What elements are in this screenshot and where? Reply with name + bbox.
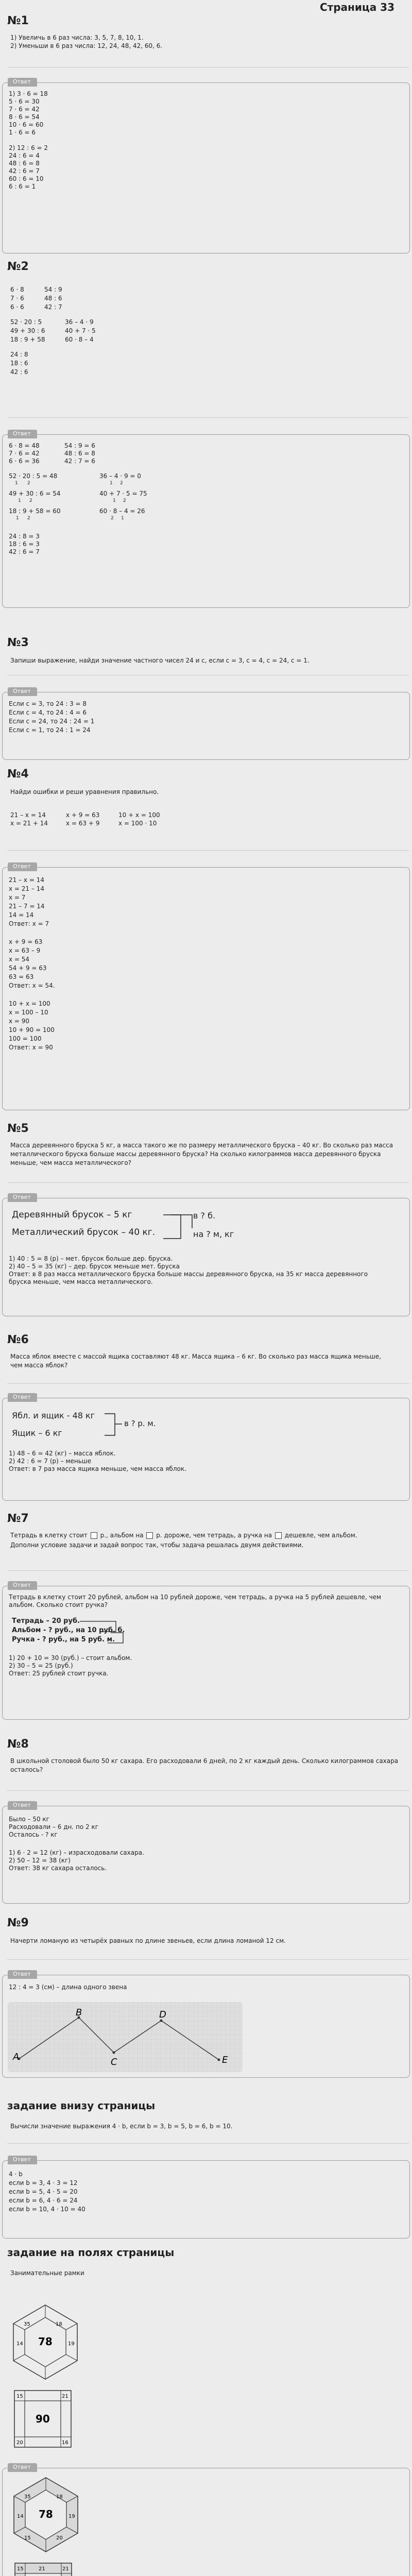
equation: x = 21 + 14 (10, 820, 48, 827)
answer-line: 48 : 6 = 8 (9, 160, 40, 167)
answer-line: x = 54 (9, 956, 30, 963)
task-8-title: №8 (7, 1738, 29, 1751)
answer-line: Расходовали – 6 дн. по 2 кг (9, 1823, 99, 1831)
blank-box (146, 1532, 153, 1539)
expr: 18 : 6 (10, 360, 28, 367)
answer-box-8 (2, 1802, 410, 1904)
text-part: р., альбом на (100, 1532, 144, 1539)
expr: 24 : 8 (10, 351, 28, 358)
answer-tab: Ответ (8, 1193, 37, 1202)
text-part: Тетрадь в клетку стоит (10, 1532, 88, 1539)
answer-line: 12 : 4 = 3 (см) – длина одного звена (9, 1984, 127, 1991)
answer-line: 1) 20 + 10 = 30 (руб.) – стоит альбом. (9, 1654, 132, 1662)
answer-line: 2) 12 : 6 = 2 (9, 144, 48, 151)
answer-line: 1) 3 · 6 = 18 (9, 90, 48, 97)
divider (7, 2143, 409, 2144)
polyline-drawing (8, 2002, 243, 2072)
expr: 18 : 9 + 58 (10, 336, 45, 343)
scheme-line: Ябл. и ящик - 48 кг (12, 1411, 95, 1420)
expr: 42 : 6 (10, 368, 28, 376)
divider (7, 1383, 409, 1384)
scheme-line: Деревянный брусок – 5 кг (12, 1210, 132, 1220)
divider (7, 1182, 409, 1183)
equation: x = 63 + 9 (66, 820, 100, 827)
order-mark: 2 (27, 516, 30, 521)
answer-line: Ответ: x = 90 (9, 1044, 53, 1051)
task-1-title: №1 (7, 14, 29, 27)
square-number: 21 (62, 2394, 68, 2399)
answer-line: 10 · 6 = 60 (9, 121, 44, 128)
divider (7, 1959, 409, 1960)
answer-line: 2) 40 – 5 = 35 (кг) – дер. брусок меньше мет. бруска (9, 1263, 180, 1270)
answer-line: Если с = 1, то 24 : 1 = 24 (9, 726, 91, 734)
answer-line: 49 + 30 : 6 = 54 (9, 490, 61, 497)
scheme-arrows (80, 1617, 157, 1648)
expr: 48 : 6 (44, 295, 62, 302)
task-text: Найди ошибки и реши уравнения правильно. (10, 788, 159, 795)
task-bottom (7, 2099, 409, 2131)
task-bottom-title: задание внизу страницы (7, 2099, 156, 2112)
order-mark: 2 (120, 481, 123, 486)
expr: 40 + 7 · 5 (65, 327, 96, 334)
answer-line: 52 · 20 : 5 = 48 (9, 472, 58, 480)
task-5 (7, 1122, 409, 1167)
answer-line: Тетрадь в клетку стоит 20 рублей, альбом на 10 рублей дороже, чем тетрадь, а ручка на 5 рублей дешевле, чем альбом. Сколько стоит ручка? (9, 1594, 382, 1608)
answer-line: 60 · 8 – 4 = 26 (99, 507, 145, 515)
puzzle-figures (7, 2303, 84, 2461)
expr: 36 – 4 · 9 (65, 318, 94, 326)
answer-line: 21 – 7 = 14 (9, 903, 45, 910)
answer-line: 2) 42 : 6 = 7 (р) – меньше (9, 1458, 92, 1465)
point-label: B (76, 2007, 82, 2018)
task-text: Начерти ломаную из четырёх равных по длине звеньев, если длина ломаной 12 см. (10, 1937, 286, 1944)
task-text: Масса яблок вместе с массой ящика составляют 48 кг. Масса ящика – 6 кг. Во сколько раз масса ящика меньше, чем масса яблок? (10, 1353, 381, 1369)
answer-line: 63 = 63 (9, 973, 34, 980)
answer-line: x = 100 – 10 (9, 1009, 48, 1016)
answer-line: 24 : 6 = 4 (9, 152, 40, 159)
answer-tab: Ответ (8, 78, 37, 87)
hex-number: 14 (16, 2341, 23, 2347)
hex-number: 18 (56, 2494, 63, 2500)
answer-line: 54 + 9 = 63 (9, 964, 47, 972)
order-mark: 1 (18, 498, 21, 503)
answer-line: 42 : 7 = 6 (64, 457, 95, 465)
answer-line: 21 – x = 14 (9, 876, 44, 884)
square-number: 21 (39, 2566, 45, 2572)
divider (7, 417, 409, 418)
scheme-line: Альбом - ? руб., на 10 руб. б. (12, 1626, 125, 1634)
answer-line: Ответ: в 7 раз масса ящика меньше, чем масса яблок. (9, 1465, 186, 1472)
square-frame-filled (15, 2563, 72, 2576)
answer-line: 1) 40 : 5 = 8 (р) – мет. брусок больше дер. бруска. (9, 1255, 173, 1262)
task-7-title: №7 (7, 1512, 29, 1525)
answer-line: 24 : 8 = 3 (9, 533, 40, 540)
scheme-question: на ? м, кг (193, 1229, 234, 1239)
answer-line: 42 : 6 = 7 (9, 548, 40, 555)
answer-line: x + 9 = 63 (9, 938, 43, 945)
task-text: Дополни условие задачи и задай вопрос так, чтобы задача решалась двумя действиями. (10, 1541, 304, 1549)
task-2 (7, 260, 409, 377)
scheme-question: в ? р. м. (124, 1419, 156, 1428)
expr: 54 : 9 (44, 286, 62, 293)
text-part: дешевле, чем альбом. (284, 1532, 357, 1539)
hex-center: 78 (39, 2508, 53, 2520)
answer-box-2 (2, 430, 410, 608)
answer-line: Ответ: в 8 раз масса металлического бруска больше массы деревянного бруска, на 35 кг масса деревянного бруска меньше, чем масса металлического. (9, 1270, 368, 1285)
hex-number: 18 (56, 2321, 62, 2327)
expr: 52 · 20 : 5 (10, 318, 42, 326)
order-mark: 1 (110, 481, 113, 486)
answer-line: 36 – 4 · 9 = 0 (99, 472, 141, 480)
answer-line: Было – 50 кг (9, 1816, 49, 1823)
answer-line: 7 · 6 = 42 (9, 450, 40, 457)
answer-line: 2) 30 – 5 = 25 (руб.) (9, 1662, 73, 1669)
hexagon-frame (13, 2305, 77, 2379)
divider (7, 1570, 409, 1571)
answer-line: x = 21 – 14 (9, 885, 44, 892)
hex-number: 15 (24, 2535, 31, 2541)
expr: 6 · 6 (10, 303, 24, 311)
answer-line: Если с = 24, то 24 : 24 = 1 (9, 718, 95, 725)
answer-line: 6 · 8 = 48 (9, 442, 40, 449)
answer-line: 18 : 9 + 58 = 60 (9, 507, 61, 515)
hex-number: 19 (68, 2341, 75, 2347)
square-frame (14, 2391, 71, 2447)
answer-line: Ответ: 25 рублей стоит ручка. (9, 1670, 109, 1677)
scheme (3, 1613, 409, 1654)
scheme-line: Тетрадь – 20 руб. (12, 1617, 80, 1625)
task-3-title: №3 (7, 636, 29, 649)
expr: 49 + 30 : 6 (10, 327, 45, 334)
answer-line: 4 · b (9, 2171, 23, 2178)
point-label: D (159, 2009, 166, 2020)
task-text: Запиши выражение, найди значение частного чисел 24 и с, если с = 3, с = 4, с = 24, с = 1. (10, 657, 310, 664)
expr: 42 : 7 (44, 303, 62, 311)
square-center: 90 (36, 2413, 50, 2425)
answer-line: x = 7 (9, 894, 26, 901)
answer-line: 8 · 6 = 54 (9, 113, 40, 121)
equation: x + 9 = 63 (66, 811, 100, 819)
scheme (3, 1398, 409, 1450)
page-label: Страница 33 (319, 1, 394, 13)
task-line: 1) Увеличь в 6 раз числа: 3, 5, 7, 8, 10, 1. (10, 34, 144, 41)
order-mark: 2 (111, 516, 114, 521)
answer-box-1 (2, 78, 410, 253)
scheme-line: Ручка - ? руб., на 5 руб. м. (12, 1636, 115, 1643)
task-6-title: №6 (7, 1333, 29, 1346)
hex-number: 35 (24, 2321, 30, 2327)
answer-line: Осталось - ? кг (9, 1831, 58, 1838)
square-number: 21 (62, 2566, 69, 2572)
answer-line: если b = 6, 4 · 6 = 24 (9, 2197, 78, 2204)
answer-tab: Ответ (8, 430, 37, 438)
task-5-title: №5 (7, 1122, 29, 1135)
answer-line: x = 90 (9, 1018, 30, 1025)
answer-line: 48 : 6 = 8 (64, 450, 95, 457)
task-8 (7, 1738, 409, 1774)
answer-line: 6 : 6 = 1 (9, 183, 36, 190)
answer-box-4 (2, 863, 410, 1110)
expr: 7 · 6 (10, 295, 24, 302)
task-text (10, 1531, 409, 1540)
answer-line: 18 : 6 = 3 (9, 540, 40, 548)
task-margin-title: задание на полях страницы (7, 2246, 175, 2259)
answer-line: 10 + x = 100 (9, 1000, 50, 1007)
answer-line: 1) 6 · 2 = 12 (кг) – израсходовали сахара. (9, 1849, 144, 1856)
task-margin (7, 2246, 409, 2278)
task-3 (7, 636, 409, 665)
answer-line: 1 · 6 = 6 (9, 129, 36, 136)
task-4-title: №4 (7, 768, 29, 781)
answer-line: Если с = 4, то 24 : 4 = 6 (9, 709, 87, 716)
task-2-title: №2 (7, 260, 29, 273)
blank-box (91, 1532, 97, 1539)
task-9-title: №9 (7, 1917, 29, 1929)
expr: 60 · 8 – 4 (65, 336, 94, 343)
answer-tab: Ответ (8, 1581, 37, 1590)
scheme-line: Металлический брусок – 40 кг. (12, 1227, 156, 1238)
answer-line: 2) 50 – 12 = 38 (кг) (9, 1857, 71, 1864)
task-text: Вычисли значение выражения 4 · b, если b = 3, b = 5, b = 6, b = 10. (10, 2123, 233, 2130)
scheme (3, 1198, 409, 1255)
task-text: В школьной столовой было 50 кг сахара. Его расходовали 6 дней, по 2 кг каждый день. Сколько килограммов сахара осталось? (10, 1757, 399, 1773)
answer-line: 10 + 90 = 100 (9, 1026, 55, 1033)
answer-box-9 (2, 1971, 410, 2078)
puzzle-answers (8, 2476, 85, 2576)
answer-line: если b = 5, 4 · 5 = 20 (9, 2188, 78, 2195)
hex-number: 14 (17, 2514, 24, 2519)
answer-box-6 (2, 1394, 410, 1501)
task-9 (7, 1917, 409, 1945)
answer-line: Ответ: x = 54. (9, 982, 55, 989)
divider (7, 1790, 409, 1791)
scheme-brace (104, 1409, 124, 1445)
hexagon-frame-filled (14, 2478, 78, 2552)
order-mark: 2 (29, 498, 32, 503)
order-mark: 2 (123, 498, 126, 503)
answer-line: 5 · 6 = 30 (9, 98, 40, 105)
answer-line: Если с = 3, то 24 : 3 = 8 (9, 700, 87, 707)
square-number: 16 (62, 2440, 68, 2446)
answer-line: 40 + 7 · 5 = 75 (99, 490, 147, 497)
answer-box-3 (2, 688, 410, 760)
point-label: C (111, 2057, 117, 2067)
answer-box-7 (2, 1582, 410, 1720)
answer-tab: Ответ (8, 862, 37, 871)
answer-tab: Ответ (8, 1801, 37, 1810)
answer-line: 14 = 14 (9, 911, 34, 919)
expr: 6 · 8 (10, 286, 24, 293)
order-mark: 2 (27, 481, 30, 486)
answer-line: 100 = 100 (9, 1035, 42, 1042)
task-6 (7, 1333, 409, 1370)
answer-tab: Ответ (8, 2463, 37, 2472)
answer-line: Ответ: 38 кг сахара осталось. (9, 1865, 107, 1872)
divider (7, 850, 409, 851)
hex-number: 19 (68, 2514, 75, 2519)
equation: 10 + x = 100 (118, 811, 160, 819)
hex-number: 20 (56, 2535, 63, 2541)
answer-box-11 (2, 2464, 410, 2576)
point-label: E (222, 2055, 228, 2065)
order-mark: 1 (113, 498, 116, 503)
hex-center: 78 (38, 2335, 53, 2348)
answer-line: 42 : 6 = 7 (9, 167, 40, 175)
equation: x = 100 · 10 (118, 820, 157, 827)
answer-line: 60 : 6 = 10 (9, 175, 44, 182)
answer-line: если b = 3, 4 · 3 = 12 (9, 2179, 78, 2187)
text-part: р. дороже, чем тетрадь, а ручка на (156, 1532, 272, 1539)
answer-tab: Ответ (8, 1393, 37, 1402)
square-number: 15 (16, 2394, 23, 2399)
task-1 (7, 14, 409, 50)
square-number: 20 (16, 2440, 23, 2446)
answer-tab: Ответ (8, 687, 37, 696)
answer-line: 1) 48 – 6 = 42 (кг) – масса яблок. (9, 1450, 116, 1457)
answer-box-5 (2, 1194, 410, 1316)
task-4 (7, 768, 409, 827)
answer-tab: Ответ (8, 1970, 37, 1979)
scheme-question: в ? б. (193, 1211, 216, 1221)
hex-number: 35 (24, 2494, 31, 2500)
square-number: 15 (17, 2566, 24, 2572)
equation: 21 – x = 14 (10, 811, 46, 819)
order-mark: 1 (16, 516, 19, 521)
answer-line: 6 · 6 = 36 (9, 457, 40, 465)
answer-line: 54 : 9 = 6 (64, 442, 95, 449)
answer-box-10 (2, 2156, 410, 2239)
point-label: A (13, 2052, 20, 2062)
answer-line: x = 63 – 9 (9, 947, 41, 954)
task-text: Занимательные рамки (10, 2269, 84, 2277)
answer-line: Ответ: x = 7 (9, 920, 49, 927)
task-line: 2) Уменьши в 6 раз числа: 12, 24, 48, 42, 60, 6. (10, 42, 163, 49)
order-mark: 1 (15, 481, 18, 486)
order-mark: 1 (121, 516, 124, 521)
answer-line: если b = 10, 4 · 10 = 40 (9, 2206, 85, 2213)
task-7 (7, 1512, 409, 1550)
blank-box (275, 1532, 282, 1539)
answer-tab: Ответ (8, 2156, 37, 2164)
scheme-line: Ящик – 6 кг (12, 1428, 62, 1438)
answer-line: 7 · 6 = 42 (9, 106, 40, 113)
task-text: Масса деревянного бруска 5 кг, а масса такого же по размеру металлического бруска – 40 кг. Во сколько раз масса металлического бруска больше массы деревянного бруска? На сколько килограммов масса деревянного бруска меньше, чем масса металлического? (10, 1142, 393, 1166)
